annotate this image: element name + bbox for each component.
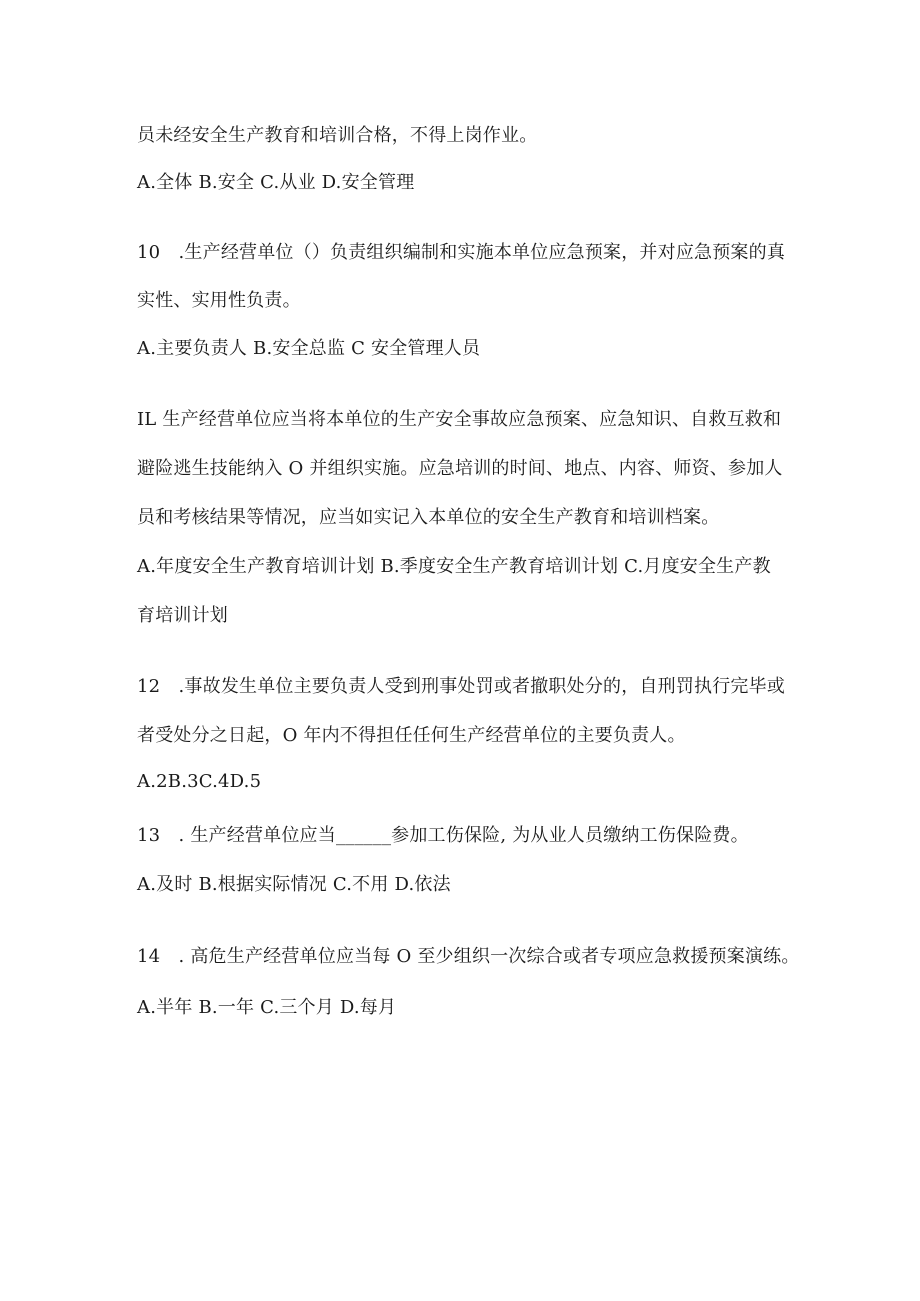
q14-options: A.半年 B.一年 C.三个月 D.每月	[137, 997, 397, 1018]
q12-text-line-1: 12 .事故发生单位主要负责人受到刑事处罚或者撤职处分的，自刑罚执行完毕或	[137, 676, 786, 697]
q13-options: A.及时 B.根据实际情况 C.不用 D.依法	[137, 874, 451, 895]
q11-text-line-3: 员和考核结果等情况，应当如实记入本单位的安全生产教育和培训档案。	[137, 507, 720, 528]
q11-text-line-1: IL 生产经营单位应当将本单位的生产安全事故应急预案、应急知识、自救互救和	[137, 409, 782, 430]
q13-text: 13 . 生产经营单位应当______参加工伤保险, 为从业人员缴纳工伤保险费。	[137, 825, 749, 846]
q12-options: A.2B.3C.4D.5	[137, 771, 262, 792]
q10-options: A.主要负责人 B.安全总监 C 安全管理人员	[137, 338, 481, 359]
q9-options: A.全体 B.安全 C.从业 D.安全管理	[137, 172, 415, 193]
q11-options-line-2: 育培训计划	[137, 605, 228, 626]
q10-text-line-1: 10 .生产经营单位（）负责组织编制和实施本单位应急预案，并对应急预案的真	[137, 242, 786, 263]
q10-text-line-2: 实性、实用性负责。	[137, 290, 301, 311]
q12-text-line-2: 者受处分之日起，O 年内不得担任任何生产经营单位的主要负责人。	[137, 725, 686, 746]
q11-text-line-2: 避险逃生技能纳入 O 并组织实施。应急培训的时间、地点、内容、师资、参加人	[137, 458, 783, 479]
q11-options-line-1: A.年度安全生产教育培训计划 B.季度安全生产教育培训计划 C.月度安全生产教	[137, 556, 771, 577]
q9-continuation-line: 员未经安全生产教育和培训合格，不得上岗作业。	[137, 125, 538, 146]
q14-text: 14 . 高危生产经营单位应当每 O 至少组织一次综合或者专项应急救援预案演练。	[137, 946, 800, 967]
